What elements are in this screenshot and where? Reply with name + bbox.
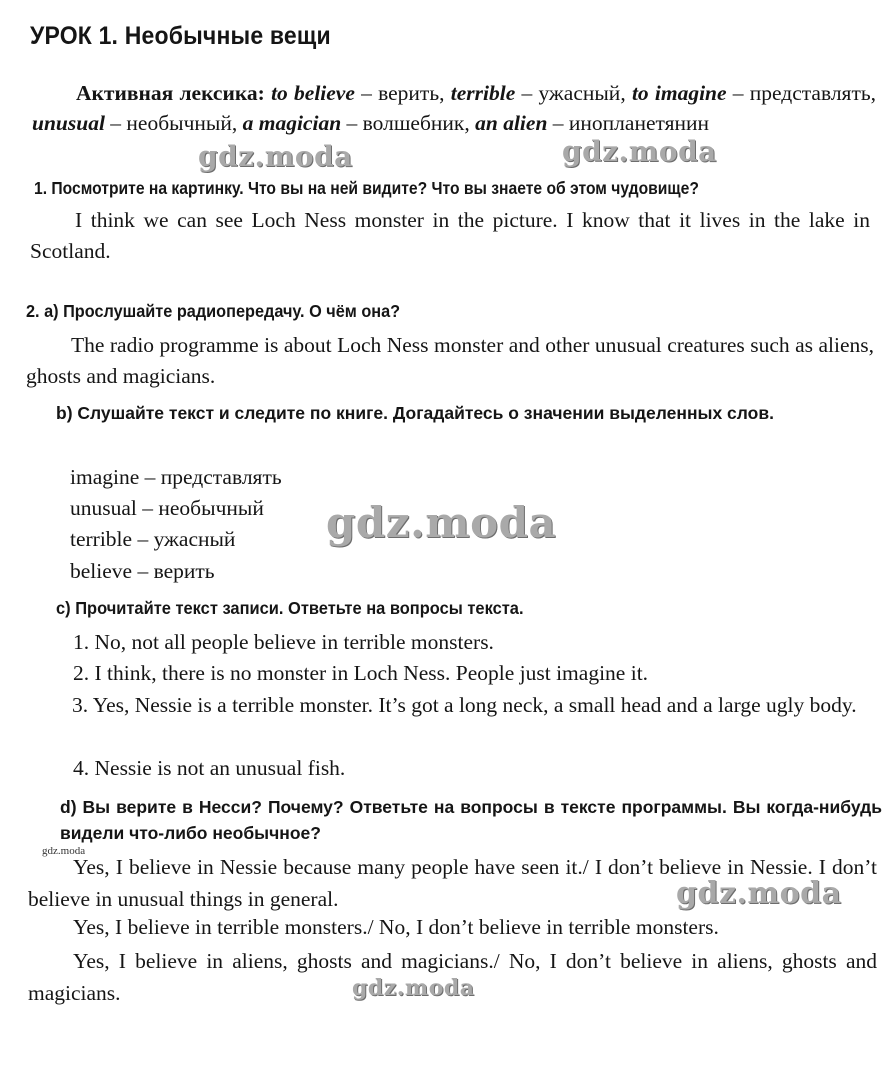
- vocabulary-paragraph: Активная лексика: to believe – верить, terrible – ужасный, to imagine – представлять, unusual – необычный, a magician – волшебник, an alien – инопланетянин: [32, 81, 877, 135]
- watermark: gdz.moda: [326, 498, 557, 547]
- lesson-title: УРОК 1. Необычные вещи: [30, 22, 331, 50]
- answer-line: 4. Nessie is not an unusual fish.: [73, 756, 346, 780]
- vocab-word: an alien: [475, 110, 548, 135]
- vocab-word: terrible: [450, 81, 516, 105]
- task1-prompt: 1. Посмотрите на картинку. Что вы на ней видите? Что вы знаете об этом чудовище?: [34, 178, 699, 198]
- vocab-translation: верить: [378, 81, 440, 105]
- vocab-translation: необычный: [126, 110, 232, 135]
- watermark: gdz.moda: [352, 975, 475, 1001]
- task2d-prompt: d) Вы верите в Несси? Почему? Ответьте на вопросы в тексте программы. Вы когда-нибудь видели что-либо необычное?: [60, 797, 882, 843]
- answer-paragraph: 3. Yes, Nessie is a terrible monster. It’s got a long neck, a small head and a large ugly body.: [72, 693, 857, 717]
- vocabulary-label: Активная лексика:: [76, 81, 265, 105]
- task2b-prompt: b) Слушайте текст и следите по книге. Догадайтесь о значении выделенных слов.: [56, 403, 774, 423]
- vocab-word: unusual: [32, 110, 105, 135]
- vocab-translation: инопланетянин: [568, 110, 710, 135]
- vocab-word: to believe: [271, 81, 355, 105]
- answer-paragraph: Yes, I believe in aliens, ghosts and magicians./ No, I don’t believe in aliens, ghosts and magicians.: [28, 949, 877, 1005]
- answer-line: 1. No, not all people believe in terrible monsters.: [73, 630, 494, 654]
- answer-paragraph: Yes, I believe in Nessie because many people have seen it./ I don’t believe in Nessie. I don’t believe in unusual things in general.: [28, 855, 877, 911]
- answer-line: 2. I think, there is no monster in Loch Ness. People just imagine it.: [73, 661, 649, 685]
- watermark: gdz.moda: [198, 140, 353, 173]
- task2c-prompt: с) Прочитайте текст записи. Ответьте на вопросы текста.: [56, 598, 524, 618]
- answer-line: Yes, I believe in terrible monsters./ No, I don’t believe in terrible monsters.: [73, 915, 719, 939]
- watermark-small: gdz.moda: [42, 845, 86, 857]
- vocab-translation: ужасный: [538, 81, 621, 105]
- vocab-list-item: imagine – представлять: [70, 465, 282, 489]
- vocab-list-item: terrible – ужасный: [70, 527, 236, 551]
- vocab-translation: волшебник: [362, 110, 465, 135]
- watermark: gdz.moda: [676, 876, 842, 911]
- vocab-word: to imagine: [631, 81, 727, 105]
- task1-answer: I think we can see Loch Ness monster in the picture. I know that it lives in the lake in Scotland.: [30, 208, 870, 263]
- task2a-prompt: 2. а) Прослушайте радиопередачу. О чём она?: [26, 301, 401, 321]
- vocab-translation: представлять: [749, 81, 871, 105]
- task2a-answer: The radio programme is about Loch Ness monster and other unusual creatures such as aliens, ghosts and magicians.: [26, 333, 874, 388]
- vocab-list-item: unusual – необычный: [70, 496, 264, 520]
- watermark: gdz.moda: [562, 135, 717, 168]
- vocab-word: a magician: [242, 110, 342, 135]
- vocab-list-item: believe – верить: [70, 559, 215, 583]
